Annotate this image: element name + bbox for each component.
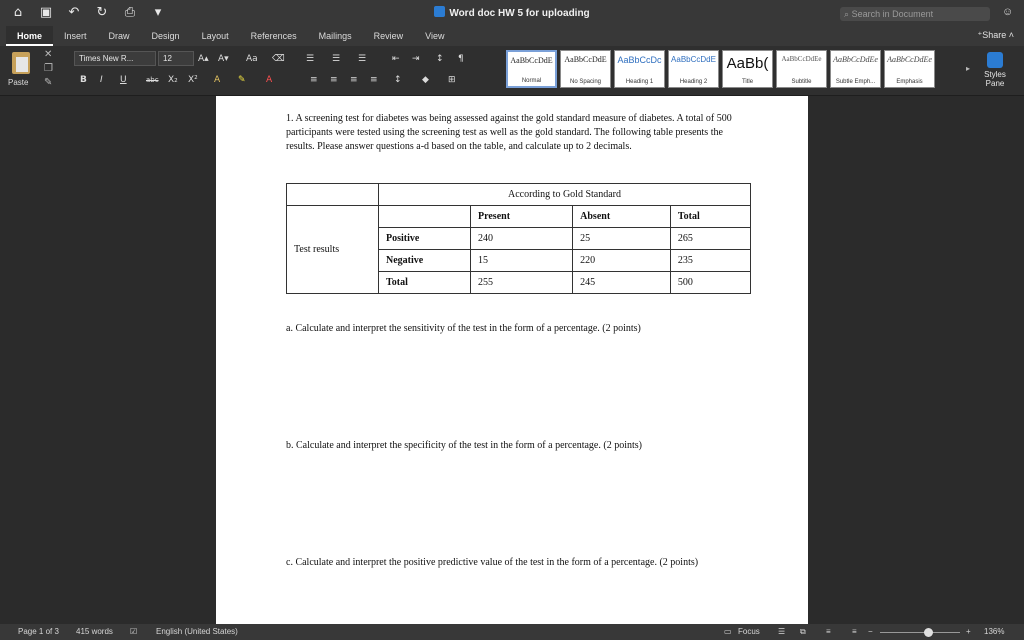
style-subtle-emphasis[interactable] xyxy=(830,50,881,88)
table-group-header: According to Gold Standard xyxy=(379,184,751,206)
style-sample: AaBbCcDdE xyxy=(671,55,716,64)
style-sample: AaBbCcDdE xyxy=(564,55,607,64)
table-col-header: Present xyxy=(471,206,573,228)
style-name: Heading 1 xyxy=(625,79,654,85)
undo-icon[interactable]: ↶ xyxy=(68,4,80,20)
table-cell: 240 xyxy=(471,228,573,250)
style-sample: AaBb( xyxy=(726,55,769,72)
decrease-indent-icon[interactable]: ⇤ xyxy=(392,54,400,64)
tab-review[interactable]: Review xyxy=(373,31,404,41)
show-formatting-icon[interactable]: ¶ xyxy=(458,54,464,64)
customize-qat-icon[interactable]: ▾ xyxy=(154,4,162,20)
style-normal[interactable] xyxy=(506,50,557,88)
focus-label[interactable]: Focus xyxy=(738,627,760,636)
document-canvas[interactable] xyxy=(0,96,1024,624)
question-c-text: c. Calculate and interpret the positive predictive value of the test in the form of a percentage. (2 points) xyxy=(286,557,699,568)
styles-more-icon[interactable]: ▸ xyxy=(966,64,971,73)
web-layout-icon[interactable]: ⧉ xyxy=(800,627,806,636)
align-right-icon[interactable]: ≡ xyxy=(350,75,358,85)
clear-formatting-icon[interactable]: ⌫ xyxy=(272,54,285,64)
table-row-label: Negative xyxy=(379,250,471,272)
line-spacing-icon[interactable]: ↕ xyxy=(394,75,402,85)
word-count[interactable]: 415 words xyxy=(76,627,113,636)
share-label: Share xyxy=(982,30,1007,40)
align-left-icon[interactable]: ≡ xyxy=(310,75,318,85)
results-table xyxy=(286,183,751,294)
style-name: Subtitle xyxy=(791,79,812,85)
strikethrough-button[interactable]: abc xyxy=(146,76,159,84)
print-layout-icon[interactable]: ☰ xyxy=(778,627,786,636)
redo-icon[interactable]: ↻ xyxy=(96,4,108,20)
clipboard-tools xyxy=(44,48,58,90)
styles-pane-icon xyxy=(987,52,1003,68)
table-cell: 235 xyxy=(670,250,750,272)
status-bar xyxy=(0,624,1024,640)
style-name: No Spacing xyxy=(569,79,602,85)
search-icon: ⌕ xyxy=(844,9,850,19)
outline-view-icon[interactable]: ≡ xyxy=(826,627,831,636)
table-cell: 255 xyxy=(471,272,573,294)
share-button[interactable] xyxy=(977,30,1014,41)
table-cell: 25 xyxy=(573,228,671,250)
zoom-level[interactable]: 136% xyxy=(984,627,1005,636)
tab-view[interactable]: View xyxy=(425,31,445,41)
table-row-group-label: Test results xyxy=(287,206,379,294)
tab-references[interactable]: References xyxy=(250,31,297,41)
font-name-select[interactable]: Times New R... xyxy=(74,51,156,66)
table-cell: 245 xyxy=(573,272,671,294)
tab-insert[interactable]: Insert xyxy=(64,31,87,41)
style-sample: AaBbCcDdE xyxy=(510,56,553,65)
style-emphasis[interactable] xyxy=(884,50,935,88)
clipboard-icon xyxy=(12,52,30,74)
paste-button[interactable] xyxy=(8,50,38,90)
table-cell-empty xyxy=(379,206,471,228)
styles-pane-label: Styles Pane xyxy=(984,70,1006,88)
ribbon-tabs xyxy=(0,26,1024,46)
table-col-header: Total xyxy=(670,206,750,228)
cut-icon[interactable]: ✕ xyxy=(44,49,53,60)
style-heading-2[interactable] xyxy=(668,50,719,88)
table-row-label: Positive xyxy=(379,228,471,250)
title-bar xyxy=(0,0,1024,26)
change-case-icon[interactable]: Aa xyxy=(246,54,258,64)
ribbon xyxy=(0,46,1024,96)
font-size-select[interactable]: 12 xyxy=(158,51,194,66)
zoom-slider-thumb[interactable] xyxy=(924,628,933,637)
tab-draw[interactable]: Draw xyxy=(108,31,130,41)
bullets-icon[interactable]: ☰ xyxy=(306,54,315,64)
bold-button[interactable]: B xyxy=(80,75,87,85)
tab-layout[interactable]: Layout xyxy=(201,31,229,41)
zoom-in-icon[interactable]: + xyxy=(966,627,971,636)
page-count[interactable]: Page 1 of 3 xyxy=(18,627,59,636)
underline-button[interactable]: U xyxy=(120,75,127,85)
save-icon[interactable]: ▣ xyxy=(39,4,53,20)
paste-label: Paste xyxy=(8,78,29,87)
increase-indent-icon[interactable]: ⇥ xyxy=(412,54,420,64)
zoom-out-icon[interactable]: − xyxy=(868,627,873,636)
draft-view-icon[interactable]: ≡ xyxy=(852,627,857,636)
document-title-text: Word doc HW 5 for uploading xyxy=(449,8,590,19)
style-heading-1[interactable] xyxy=(614,50,665,88)
shading-icon[interactable]: ◆ xyxy=(422,75,429,85)
style-name: Subtle Emph... xyxy=(835,79,876,85)
style-sample: AaBbCcDdEe xyxy=(833,55,878,64)
language-indicator[interactable]: English (United States) xyxy=(156,627,238,636)
table-row xyxy=(287,206,751,228)
tab-home[interactable]: Home xyxy=(6,26,53,46)
subscript-button[interactable]: X₂ xyxy=(168,75,178,85)
style-no-spacing[interactable] xyxy=(560,50,611,88)
justify-icon[interactable]: ≡ xyxy=(370,75,378,85)
question-1-text: 1. A screening test for diabetes was being assessed against the gold standard measure of diabetes. A total of 500 participants were tested using the screening test as well as the gold standard. The following table presents the results. Please answer questions a-d based on the table, and calculate up to 2 decimals. xyxy=(286,113,732,152)
shrink-font-icon[interactable]: A▾ xyxy=(218,54,229,64)
table-cell: 15 xyxy=(471,250,573,272)
search-placeholder: Search in Document xyxy=(851,9,934,19)
style-subtitle[interactable] xyxy=(776,50,827,88)
table-col-header: Absent xyxy=(573,206,671,228)
highlight-icon[interactable]: ✎ xyxy=(238,75,246,85)
style-sample: AaBbCcDdEe xyxy=(781,55,822,63)
table-row xyxy=(287,184,751,206)
table-row-label: Total xyxy=(379,272,471,294)
word-doc-icon xyxy=(434,6,445,17)
superscript-button[interactable]: X² xyxy=(188,75,198,85)
add-person-icon: ⁺ xyxy=(977,30,983,40)
style-sample: AaBbCcDdEe xyxy=(887,55,932,64)
search-input[interactable] xyxy=(840,7,990,21)
home-icon[interactable]: ⌂ xyxy=(13,4,23,20)
styles-gallery xyxy=(506,50,935,88)
table-cell: 220 xyxy=(573,250,671,272)
text-effects-icon[interactable]: A xyxy=(214,75,221,85)
styles-pane-button[interactable] xyxy=(980,52,1010,88)
grow-font-icon[interactable]: A▴ xyxy=(198,54,209,64)
table-cell: 500 xyxy=(670,272,750,294)
focus-icon[interactable]: ▭ xyxy=(724,627,732,636)
style-sample: AaBbCcDc xyxy=(617,55,662,65)
table-cell-empty xyxy=(287,184,379,206)
borders-icon[interactable]: ⊞ xyxy=(448,75,456,85)
format-painter-icon[interactable]: ✎ xyxy=(44,77,53,88)
align-center-icon[interactable]: ≡ xyxy=(330,75,338,85)
style-name: Heading 2 xyxy=(679,79,708,85)
style-name: Title xyxy=(741,79,754,85)
font-color-icon[interactable]: A xyxy=(266,75,273,85)
table-cell: 265 xyxy=(670,228,750,250)
question-b-text: b. Calculate and interpret the specificity of the test in the form of a percentage. (2 points) xyxy=(286,440,642,451)
tab-design[interactable]: Design xyxy=(151,31,180,41)
style-name: Emphasis xyxy=(896,79,923,85)
proofing-icon[interactable]: ☑ xyxy=(130,627,138,636)
zoom-slider[interactable] xyxy=(880,632,960,633)
question-a-text: a. Calculate and interpret the sensitivity of the test in the form of a percentage. (2 points) xyxy=(286,323,641,334)
account-icon[interactable]: ☺ xyxy=(1002,6,1014,18)
numbering-icon[interactable]: ☰ xyxy=(332,54,341,64)
sort-icon[interactable]: ↕ xyxy=(436,54,444,64)
style-title[interactable] xyxy=(722,50,773,88)
multilevel-list-icon[interactable]: ☰ xyxy=(358,54,367,64)
style-name: Normal xyxy=(521,78,542,84)
document-page[interactable] xyxy=(216,96,808,624)
copy-icon[interactable]: ❐ xyxy=(44,63,53,74)
italic-button[interactable]: I xyxy=(100,75,103,85)
print-icon[interactable]: ⎙ xyxy=(124,4,136,20)
collapse-ribbon-icon: ˄ xyxy=(1006,30,1014,40)
tab-mailings[interactable]: Mailings xyxy=(318,31,352,41)
